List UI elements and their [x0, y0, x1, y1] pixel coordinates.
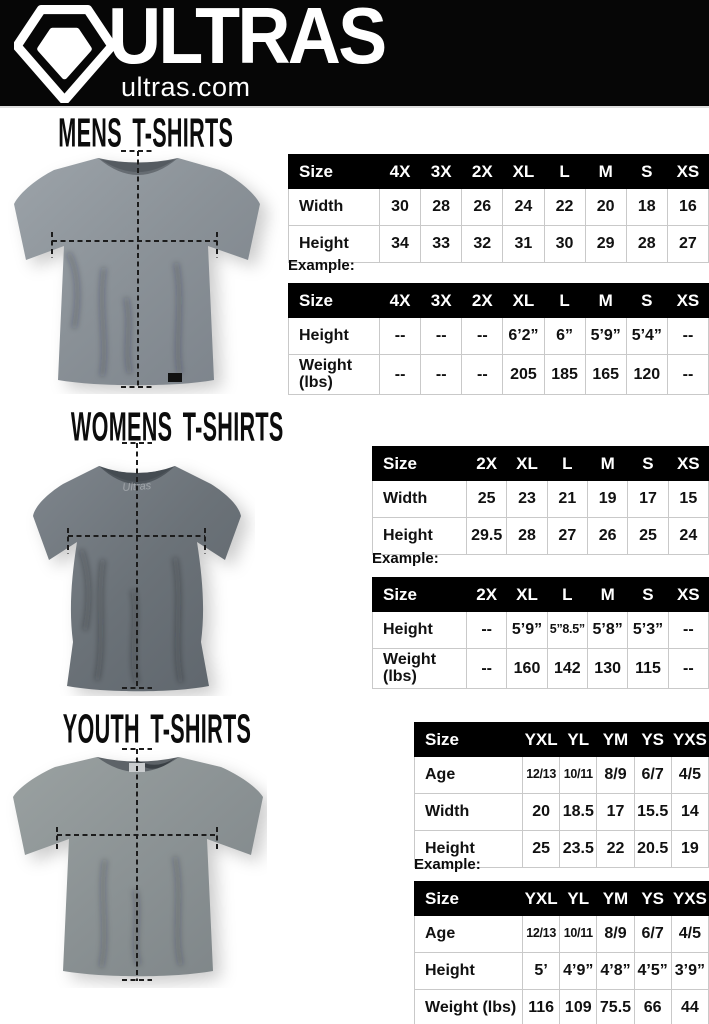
- youth-shirt-image: [5, 745, 267, 988]
- value-cell: 23.5: [560, 831, 597, 868]
- column-header: S: [628, 447, 668, 481]
- value-cell: 75.5: [597, 990, 634, 1024]
- table-row: [415, 916, 709, 953]
- value-cell: --: [467, 612, 507, 649]
- value-cell: 29: [585, 226, 626, 263]
- value-cell: --: [380, 318, 421, 355]
- column-header: YXS: [671, 882, 708, 916]
- mens-example-label: Example:: [288, 257, 355, 274]
- value-cell: 15.5: [634, 794, 671, 831]
- value-cell: 6/7: [634, 916, 671, 953]
- row-label: Weight (lbs): [373, 649, 467, 689]
- womens-example-label: Example:: [372, 550, 439, 567]
- hem-tag: [168, 373, 182, 382]
- value-cell: 20: [585, 189, 626, 226]
- column-header: L: [544, 284, 585, 318]
- table-header-row: [415, 723, 709, 757]
- row-label: Height: [289, 226, 380, 263]
- table-header-row: [289, 155, 709, 189]
- value-cell: 142: [547, 649, 587, 689]
- mens-example-table: [288, 283, 709, 395]
- value-cell: 25: [523, 831, 560, 868]
- collar-watermark: Ultras: [122, 480, 152, 494]
- value-cell: 6/7: [634, 757, 671, 794]
- header-banner: [0, 0, 709, 108]
- column-header: XS: [667, 155, 708, 189]
- value-cell: --: [667, 355, 708, 395]
- column-header: L: [547, 447, 587, 481]
- youth-example-table: [414, 881, 709, 1024]
- value-cell: 23: [507, 481, 547, 518]
- column-header: S: [628, 578, 668, 612]
- table-row: [373, 481, 709, 518]
- value-cell: 5’3”: [628, 612, 668, 649]
- value-cell: 205: [503, 355, 544, 395]
- row-label: Height: [415, 831, 523, 868]
- value-cell: 5”8.5”: [547, 612, 587, 649]
- table-header-row: [289, 284, 709, 318]
- column-header-size: Size: [373, 447, 467, 481]
- column-header: S: [626, 284, 667, 318]
- value-cell: 4’9”: [560, 953, 597, 990]
- value-cell: 10/11: [560, 757, 597, 794]
- value-cell: 27: [667, 226, 708, 263]
- womens-section-title: WOMENS T-SHIRTS: [70, 403, 284, 450]
- value-cell: 4’5”: [634, 953, 671, 990]
- row-label: Width: [415, 794, 523, 831]
- column-header: 4X: [380, 284, 421, 318]
- value-cell: 17: [628, 481, 668, 518]
- value-cell: 5’: [523, 953, 560, 990]
- row-label: Weight (lbs): [289, 355, 380, 395]
- value-cell: 116: [523, 990, 560, 1024]
- table-header-row: [415, 882, 709, 916]
- table-row: [415, 953, 709, 990]
- column-header: YXL: [523, 882, 560, 916]
- column-header: XS: [667, 284, 708, 318]
- womens-shirt-image: [25, 440, 255, 696]
- value-cell: 34: [380, 226, 421, 263]
- value-cell: 33: [421, 226, 462, 263]
- value-cell: --: [462, 318, 503, 355]
- value-cell: 24: [503, 189, 544, 226]
- row-label: Weight (lbs): [415, 990, 523, 1024]
- value-cell: 18.5: [560, 794, 597, 831]
- value-cell: 8/9: [597, 757, 634, 794]
- column-header: 2X: [462, 155, 503, 189]
- column-header: YXL: [523, 723, 560, 757]
- pentagon-badge-icon: [14, 3, 115, 103]
- table-row: [289, 189, 709, 226]
- brand-name: ULTRAS: [108, 0, 385, 80]
- table-row: [415, 794, 709, 831]
- row-label: Age: [415, 757, 523, 794]
- value-cell: 4/5: [671, 757, 708, 794]
- value-cell: 22: [597, 831, 634, 868]
- row-label: Height: [373, 612, 467, 649]
- column-header-size: Size: [373, 578, 467, 612]
- value-cell: --: [668, 649, 708, 689]
- column-header: XL: [503, 155, 544, 189]
- row-label: Width: [373, 481, 467, 518]
- value-cell: 32: [462, 226, 503, 263]
- column-header: XL: [507, 447, 547, 481]
- value-cell: --: [462, 355, 503, 395]
- column-header: YS: [634, 882, 671, 916]
- column-header: 3X: [421, 284, 462, 318]
- value-cell: --: [380, 355, 421, 395]
- value-cell: 20: [523, 794, 560, 831]
- table-row: [373, 649, 709, 689]
- table-row: [373, 612, 709, 649]
- value-cell: 30: [544, 226, 585, 263]
- value-cell: --: [467, 649, 507, 689]
- column-header: 2X: [462, 284, 503, 318]
- value-cell: 19: [587, 481, 627, 518]
- value-cell: 17: [597, 794, 634, 831]
- column-header: XS: [668, 447, 708, 481]
- value-cell: 15: [668, 481, 708, 518]
- column-header: YL: [560, 723, 597, 757]
- column-header: XS: [668, 578, 708, 612]
- youth-shirt-body: [13, 757, 263, 976]
- column-header: YM: [597, 723, 634, 757]
- column-header: YXS: [671, 723, 708, 757]
- value-cell: 8/9: [597, 916, 634, 953]
- table-row: [415, 757, 709, 794]
- value-cell: 10/11: [560, 916, 597, 953]
- value-cell: 115: [628, 649, 668, 689]
- value-cell: 29.5: [467, 518, 507, 555]
- value-cell: 5’9”: [507, 612, 547, 649]
- site-url: ultras.com: [121, 72, 251, 102]
- value-cell: 5’4”: [626, 318, 667, 355]
- value-cell: 14: [671, 794, 708, 831]
- value-cell: 22: [544, 189, 585, 226]
- column-header-size: Size: [289, 155, 380, 189]
- table-row: [289, 355, 709, 395]
- value-cell: 20.5: [634, 831, 671, 868]
- row-label: Height: [289, 318, 380, 355]
- column-header: M: [585, 284, 626, 318]
- column-header: YS: [634, 723, 671, 757]
- value-cell: 27: [547, 518, 587, 555]
- value-cell: 19: [671, 831, 708, 868]
- column-header: M: [587, 578, 627, 612]
- value-cell: 4’8”: [597, 953, 634, 990]
- youth-example-label: Example:: [414, 856, 481, 873]
- table-row: [415, 990, 709, 1024]
- row-label: Height: [373, 518, 467, 555]
- value-cell: 66: [634, 990, 671, 1024]
- column-header: L: [544, 155, 585, 189]
- row-label: Width: [289, 189, 380, 226]
- column-header: 2X: [467, 578, 507, 612]
- value-cell: 18: [626, 189, 667, 226]
- column-header: 2X: [467, 447, 507, 481]
- column-header: 4X: [380, 155, 421, 189]
- row-label: Age: [415, 916, 523, 953]
- value-cell: 6’2”: [503, 318, 544, 355]
- value-cell: --: [667, 318, 708, 355]
- row-label: Height: [415, 953, 523, 990]
- value-cell: 5’8”: [587, 612, 627, 649]
- value-cell: 185: [544, 355, 585, 395]
- value-cell: 12/13: [523, 916, 560, 953]
- column-header: XL: [503, 284, 544, 318]
- mens-section-title: MENS T-SHIRTS: [58, 109, 234, 156]
- value-cell: 25: [628, 518, 668, 555]
- mens-shirt-image: [8, 148, 280, 394]
- value-cell: 21: [547, 481, 587, 518]
- value-cell: 5’9”: [585, 318, 626, 355]
- value-cell: 44: [671, 990, 708, 1024]
- value-cell: 12/13: [523, 757, 560, 794]
- column-header: M: [587, 447, 627, 481]
- value-cell: 4/5: [671, 916, 708, 953]
- value-cell: 28: [507, 518, 547, 555]
- value-cell: 16: [667, 189, 708, 226]
- value-cell: 6”: [544, 318, 585, 355]
- value-cell: 26: [462, 189, 503, 226]
- value-cell: 26: [587, 518, 627, 555]
- column-header-size: Size: [289, 284, 380, 318]
- value-cell: 30: [380, 189, 421, 226]
- value-cell: 28: [421, 189, 462, 226]
- column-header: YM: [597, 882, 634, 916]
- column-header: L: [547, 578, 587, 612]
- column-header: 3X: [421, 155, 462, 189]
- value-cell: --: [421, 318, 462, 355]
- column-header: S: [626, 155, 667, 189]
- womens-example-table: [372, 577, 709, 689]
- table-row: [289, 318, 709, 355]
- value-cell: 31: [503, 226, 544, 263]
- value-cell: 130: [587, 649, 627, 689]
- column-header-size: Size: [415, 723, 523, 757]
- value-cell: 109: [560, 990, 597, 1024]
- table-header-row: [373, 578, 709, 612]
- value-cell: 24: [668, 518, 708, 555]
- value-cell: --: [668, 612, 708, 649]
- column-header: YL: [560, 882, 597, 916]
- value-cell: 120: [626, 355, 667, 395]
- mens-size-table: [288, 154, 709, 263]
- womens-size-table: [372, 446, 709, 555]
- table-header-row: [373, 447, 709, 481]
- table-row: [373, 518, 709, 555]
- value-cell: 160: [507, 649, 547, 689]
- column-header: XL: [507, 578, 547, 612]
- value-cell: --: [421, 355, 462, 395]
- value-cell: 3’9”: [671, 953, 708, 990]
- column-header: M: [585, 155, 626, 189]
- value-cell: 165: [585, 355, 626, 395]
- column-header-size: Size: [415, 882, 523, 916]
- youth-section-title: YOUTH T-SHIRTS: [62, 705, 252, 752]
- value-cell: 28: [626, 226, 667, 263]
- youth-size-table: [414, 722, 709, 868]
- value-cell: 25: [467, 481, 507, 518]
